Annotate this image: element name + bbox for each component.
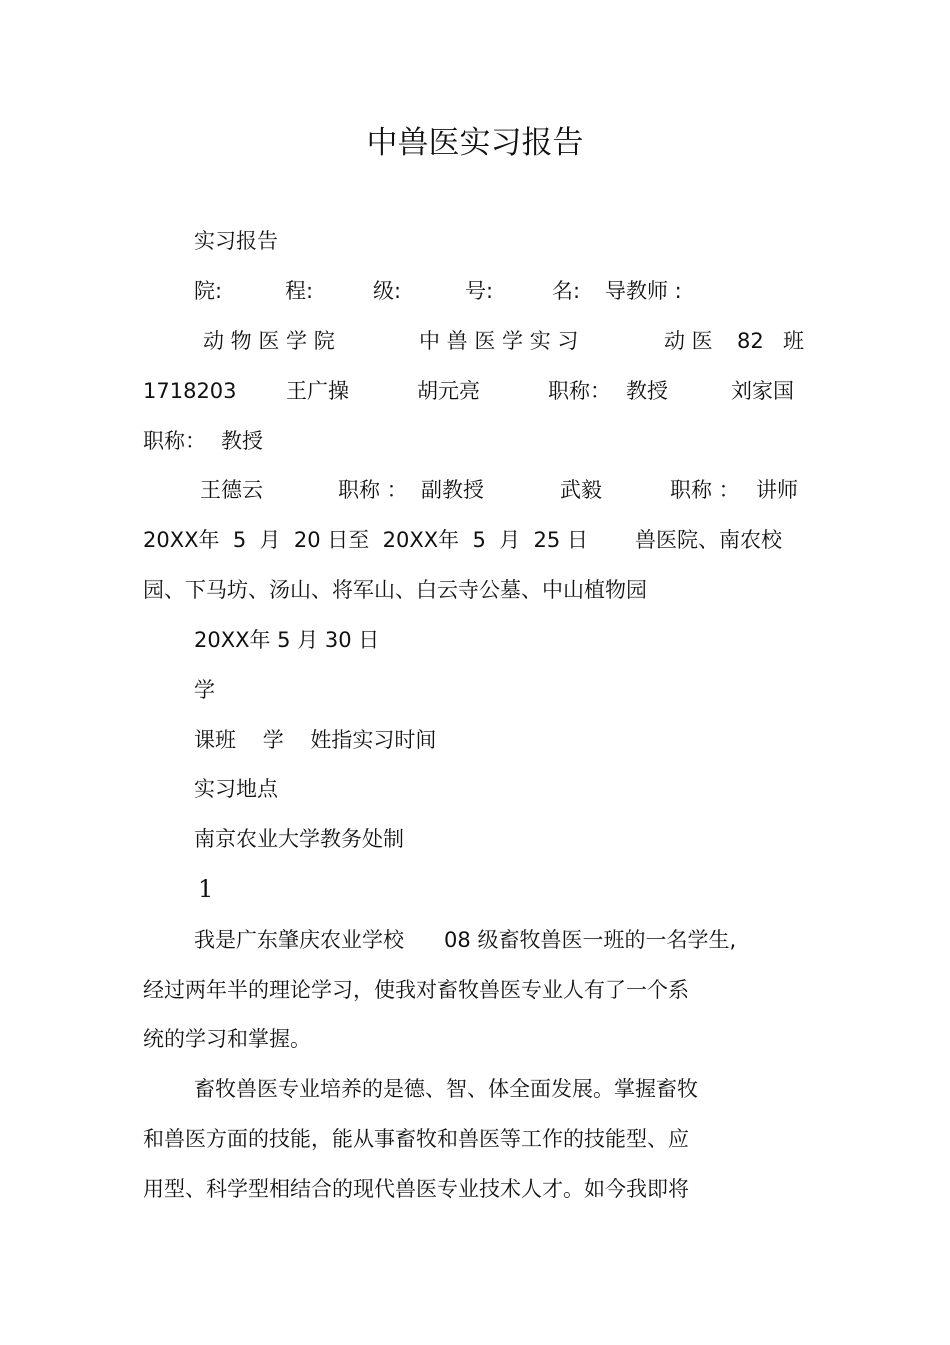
body-line: 经过两年半的理论学习，使我对畜牧兽医专业人有了一个系: [143, 978, 689, 1002]
advisor-name: 武毅: [560, 478, 602, 502]
internship-location: 兽医院、南农校: [635, 528, 782, 552]
class-value-c: 班: [783, 329, 804, 353]
report-date: 20XX年 5 月 30 日: [194, 628, 380, 652]
body-line: 用型、科学型相结合的现代兽医专业技术人才。如今我即将: [143, 1177, 689, 1201]
body-line: 我是广东肇庆农业学校 08 级畜牧兽医一班的一名学生,: [194, 928, 737, 952]
location-label: 实习地点: [194, 777, 278, 801]
class-value-a: 动 医: [664, 329, 713, 353]
body-line: 统的学习和掌握。: [143, 1027, 311, 1051]
advisor-title: 教授: [221, 429, 263, 453]
college-value: 动 物 医 学 院: [203, 329, 335, 353]
stray-char: 学: [194, 678, 215, 702]
student-name: 王广操: [286, 379, 349, 403]
label-name: 名:: [552, 279, 581, 303]
advisor-title-label: 职称：: [143, 429, 206, 453]
advisor-name: 刘家国: [731, 379, 794, 403]
body-line: 畜牧兽医专业培养的是德、智、体全面发展。掌握畜牧: [194, 1077, 698, 1101]
advisor-title-label: 职称 ：: [338, 478, 408, 502]
internship-location-continued: 园、下马坊、汤山、将军山、白云寺公墓、中山植物园: [143, 578, 647, 602]
label-row: 课班 学 姓指实习时间: [194, 728, 437, 752]
label-class: 级:: [373, 279, 402, 303]
label-student-no: 号:: [465, 279, 494, 303]
advisor-name: 胡元亮: [417, 379, 480, 403]
advisor-title-label: 职称 ：: [670, 478, 740, 502]
report-label: 实习报告: [194, 229, 278, 253]
internship-period: 20XX年 5 月 20 日至 20XX年 5 月 25 日: [143, 528, 588, 552]
page-number: 1: [198, 875, 214, 903]
course-value: 中 兽 医 学 实 习: [419, 329, 579, 353]
label-college: 院:: [194, 279, 223, 303]
advisor-title: 讲师: [756, 478, 798, 502]
label-advisor: 导教师 :: [605, 279, 682, 303]
label-course: 程:: [285, 279, 314, 303]
advisor-title: 教授: [626, 379, 668, 403]
body-line: 和兽医方面的技能，能从事畜牧和兽医等工作的技能型、应: [143, 1127, 689, 1151]
advisor-title-label: 职称：: [548, 379, 611, 403]
student-no-value: 1718203: [143, 379, 237, 403]
document-title: 中兽医实习报告: [366, 125, 584, 161]
issuer: 南京农业大学教务处制: [194, 827, 404, 851]
advisor-name: 王德云: [200, 478, 263, 502]
class-value-b: 82: [737, 329, 764, 353]
advisor-title: 副教授: [421, 478, 484, 502]
